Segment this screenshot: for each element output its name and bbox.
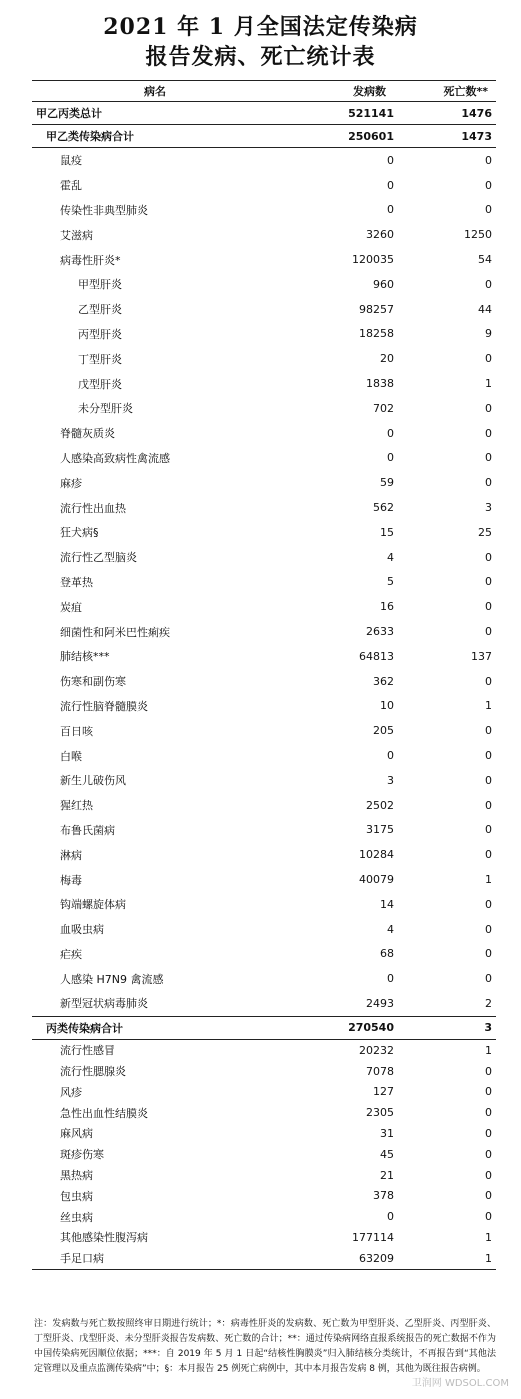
cell-deaths: 1250 [464,228,492,242]
cell-name: 病毒性肝炎* [60,253,121,267]
cell-deaths: 0 [485,600,492,614]
watermark: 卫润网 WDSOL.COM [411,1378,509,1389]
cell-cases: 378 [373,1189,394,1203]
cell-deaths: 0 [485,674,492,688]
table-row [32,1081,496,1102]
cell-name: 流行性出血热 [60,501,126,515]
table-row [32,991,496,1016]
cell-cases: 14 [380,897,394,911]
ab-class-total-name: 甲乙类传染病合计 [32,125,278,148]
table-row [32,1102,496,1123]
cell-cases: 2493 [366,996,394,1010]
table-row [32,173,496,198]
cell-cases: 362 [373,674,394,688]
cell-name: 丙类传染病合计 [32,1016,278,1039]
table-row [32,594,496,619]
header-deaths: 死亡数** [443,85,488,98]
cell-cases: 270540 [278,1016,398,1039]
grand-total-cases: 521141 [278,102,398,125]
cell-name: 戊型肝炎 [78,377,122,391]
cell-name: 急性出血性结膜炎 [60,1106,148,1120]
cell-name: 新生儿破伤风 [60,774,126,788]
table-row [32,148,496,173]
cell-deaths: 0 [485,922,492,936]
c-class-total-row [32,1016,496,1039]
cell-deaths: 0 [485,1106,492,1120]
cell-name: 猩红热 [60,799,93,813]
cell-deaths: 1 [485,1043,492,1057]
table-row [32,520,496,545]
table-row [32,942,496,967]
grand-total-name: 甲乙丙类总计 [32,102,278,125]
cell-name: 流行性脑脊髓膜炎 [60,699,148,713]
table-row [32,1061,496,1082]
cell-cases: 177114 [352,1230,394,1244]
table-row [32,198,496,223]
table-row [32,396,496,421]
cell-name: 血吸虫病 [60,923,104,937]
cell-name: 丝虫病 [60,1210,93,1224]
cell-cases: 2633 [366,625,394,639]
cell-deaths: 0 [485,1147,492,1161]
cell-name: 手足口病 [32,1248,278,1269]
cell-deaths: 0 [485,749,492,763]
cell-cases: 3260 [366,228,394,242]
cell-deaths: 25 [478,525,492,539]
table-row [32,446,496,471]
cell-cases: 16 [380,600,394,614]
cell-name: 丙型肝炎 [78,327,122,341]
table-row [32,1144,496,1165]
cell-deaths: 0 [485,277,492,291]
cell-cases: 10284 [359,848,394,862]
cell-cases: 960 [373,277,394,291]
table-row [32,322,496,347]
table-row [32,545,496,570]
table-row [32,421,496,446]
cell-deaths: 0 [485,1085,492,1099]
header-disease-name: 病名 [144,85,166,98]
cell-deaths: 0 [485,1126,492,1140]
cell-name: 流行性乙型脑炎 [60,551,137,565]
cell-deaths: 54 [478,253,492,267]
cell-cases: 0 [387,426,394,440]
cell-deaths: 0 [485,947,492,961]
cell-cases: 0 [387,972,394,986]
table-body [32,102,496,1270]
cell-cases: 31 [380,1126,394,1140]
cell-deaths: 0 [485,724,492,738]
cell-cases: 3175 [366,823,394,837]
cell-name: 黑热病 [60,1169,93,1183]
cell-name: 其他感染性腹泻病 [60,1231,148,1245]
table-row [32,743,496,768]
cell-cases: 15 [380,525,394,539]
cell-cases: 20232 [359,1043,394,1057]
table-row [32,917,496,942]
cell-deaths: 1 [485,873,492,886]
cell-cases: 1838 [366,377,394,391]
grand-total-deaths: 1476 [398,102,496,125]
cell-deaths: 0 [485,625,492,639]
table-row [32,247,496,272]
table-row [32,495,496,520]
cell-cases: 64813 [359,649,394,663]
cell-name: 风疹 [60,1085,82,1099]
cell-cases: 0 [387,203,394,217]
cell-cases: 0 [387,749,394,763]
cell-name: 麻风病 [60,1127,93,1141]
cell-deaths: 1 [485,377,492,391]
cell-name: 包虫病 [60,1189,93,1203]
cell-cases: 18258 [359,327,394,341]
cell-deaths: 0 [485,476,492,490]
cell-cases: 0 [387,451,394,465]
table-row [32,768,496,793]
cell-deaths: 9 [485,327,492,341]
cell-name: 丁型肝炎 [78,352,122,366]
table-row [32,694,496,719]
cell-cases: 21 [380,1168,394,1182]
header-cases: 发病数 [353,85,386,98]
cell-name: 未分型肝炎 [78,402,133,416]
table-row [32,718,496,743]
cell-deaths: 0 [485,897,492,911]
cell-cases: 20 [380,352,394,366]
cell-name: 疟疾 [60,947,82,961]
table-row [32,966,496,991]
cell-name: 人感染 H7N9 禽流感 [60,972,164,986]
cell-name: 登革热 [60,575,93,589]
cell-deaths: 0 [485,575,492,589]
table-row [32,346,496,371]
cell-deaths: 0 [485,550,492,564]
cell-cases: 3 [387,773,394,787]
cell-cases: 205 [373,724,394,738]
table-row [32,892,496,917]
cell-deaths: 0 [485,401,492,415]
cell-cases: 7078 [366,1064,394,1078]
cell-cases: 2305 [366,1106,394,1120]
cell-name: 狂犬病§ [60,526,99,540]
cell-name: 霍乱 [60,179,82,193]
table-row [32,1165,496,1186]
cell-deaths: 0 [485,972,492,986]
cell-deaths: 0 [485,1064,492,1078]
cell-deaths: 0 [485,773,492,787]
table-row [32,297,496,322]
cell-deaths: 0 [485,153,492,167]
cell-deaths: 0 [485,1210,492,1224]
cell-name: 白喉 [60,749,82,763]
footnote: 注：发病数与死亡数按照终审日期进行统计；*：病毒性肝炎的发病数、死亡数为甲型肝炎、乙型肝炎、丙型肝炎、丁型肝炎、戊型肝炎、未分型肝炎报告发病数、死亡数的合计；**：通过传染病网络直报系统报告的死亡数据不作为中国传染病死因顺位依据；***：自 2019 年 5 月 1 日起“结核性胸膜炎”归入肺结核分类统计，不再报告到“其他法定管理以及重点监测传染病”中；§：本月报告 25 例死亡病例中，其中本月报告发病 8 例，其他为既往报告病例。 [34,1319,496,1374]
cell-deaths: 0 [485,451,492,465]
cell-cases: 4 [387,922,394,936]
table-row [32,669,496,694]
cell-cases: 120035 [352,253,394,267]
cell-cases: 4 [387,550,394,564]
ab-class-total-row [32,125,496,148]
table-row [32,842,496,867]
ab-class-total-cases: 250601 [278,125,398,148]
cell-deaths: 137 [471,649,492,663]
table-row [32,1123,496,1144]
table-row [32,272,496,297]
cell-cases: 2502 [366,798,394,812]
table-row [32,644,496,669]
cell-cases: 10 [380,699,394,713]
table-row [32,470,496,495]
cell-deaths: 0 [485,1189,492,1203]
ab-class-total-deaths: 1473 [398,125,496,148]
cell-deaths: 0 [485,426,492,440]
cell-name: 人感染高致病性禽流感 [60,451,170,465]
cell-deaths: 0 [485,798,492,812]
title-line-2: 报告发病、死亡统计表 [145,44,376,70]
cell-cases: 562 [373,501,394,515]
cell-cases: 5 [387,575,394,589]
cell-deaths: 0 [485,352,492,366]
table-row [32,570,496,595]
cell-name: 细菌性和阿米巴性痢疾 [60,625,170,639]
cell-name: 乙型肝炎 [78,303,122,317]
page-title [0,0,521,80]
table-row [32,222,496,247]
cell-deaths: 0 [485,203,492,217]
cell-cases: 0 [387,178,394,192]
cell-deaths: 2 [485,996,492,1010]
cell-deaths: 1 [398,1248,496,1269]
table-row [32,619,496,644]
cell-name: 伤寒和副伤寒 [60,675,126,689]
cell-name: 甲型肝炎 [78,278,122,292]
cell-deaths: 1 [485,1230,492,1244]
cell-name: 艾滋病 [60,228,93,242]
cell-cases: 59 [380,476,394,490]
cell-cases: 68 [380,947,394,961]
cell-cases: 0 [387,1210,394,1224]
table-row [32,1248,496,1269]
table-row [32,1185,496,1206]
table-row [32,867,496,892]
table-row [32,1227,496,1248]
cell-cases: 63209 [278,1248,398,1269]
cell-cases: 98257 [359,302,394,316]
table-row [32,1039,496,1060]
table-row [32,371,496,396]
cell-deaths: 0 [485,178,492,192]
cell-deaths: 0 [485,823,492,837]
cell-name: 流行性感冒 [60,1044,115,1058]
cell-deaths: 0 [485,848,492,862]
cell-deaths: 44 [478,302,492,316]
table-row [32,1206,496,1227]
cell-name: 炭疽 [60,600,82,614]
cell-name: 传染性非典型肺炎 [60,203,148,217]
cell-name: 新型冠状病毒肺炎 [60,997,148,1011]
cell-deaths: 3 [485,501,492,515]
cell-deaths: 0 [485,1168,492,1182]
cell-name: 百日咳 [60,724,93,738]
table-row [32,793,496,818]
table-row [32,818,496,843]
cell-cases: 45 [380,1147,394,1161]
grand-total-row [32,102,496,125]
title-line-1: 2021 年 1 月全国法定传染病 [103,14,418,40]
cell-name: 淋病 [60,848,82,862]
table-header-row [32,81,496,102]
cell-name: 布鲁氏菌病 [60,823,115,837]
cell-name: 脊髓灰质炎 [60,427,115,441]
cell-cases: 40079 [359,873,394,886]
cell-cases: 702 [373,401,394,415]
cell-name: 斑疹伤寒 [60,1148,104,1162]
cell-name: 梅毒 [60,873,82,887]
cell-name: 钩端螺旋体病 [60,898,126,912]
statistics-table [32,80,496,1270]
cell-cases: 0 [387,153,394,167]
cell-cases: 127 [373,1085,394,1099]
cell-name: 鼠疫 [60,154,82,168]
cell-deaths: 3 [398,1016,496,1039]
cell-deaths: 1 [485,699,492,713]
cell-name: 麻疹 [60,476,82,490]
cell-name: 流行性腮腺炎 [60,1065,126,1079]
cell-name: 肺结核*** [60,650,110,664]
